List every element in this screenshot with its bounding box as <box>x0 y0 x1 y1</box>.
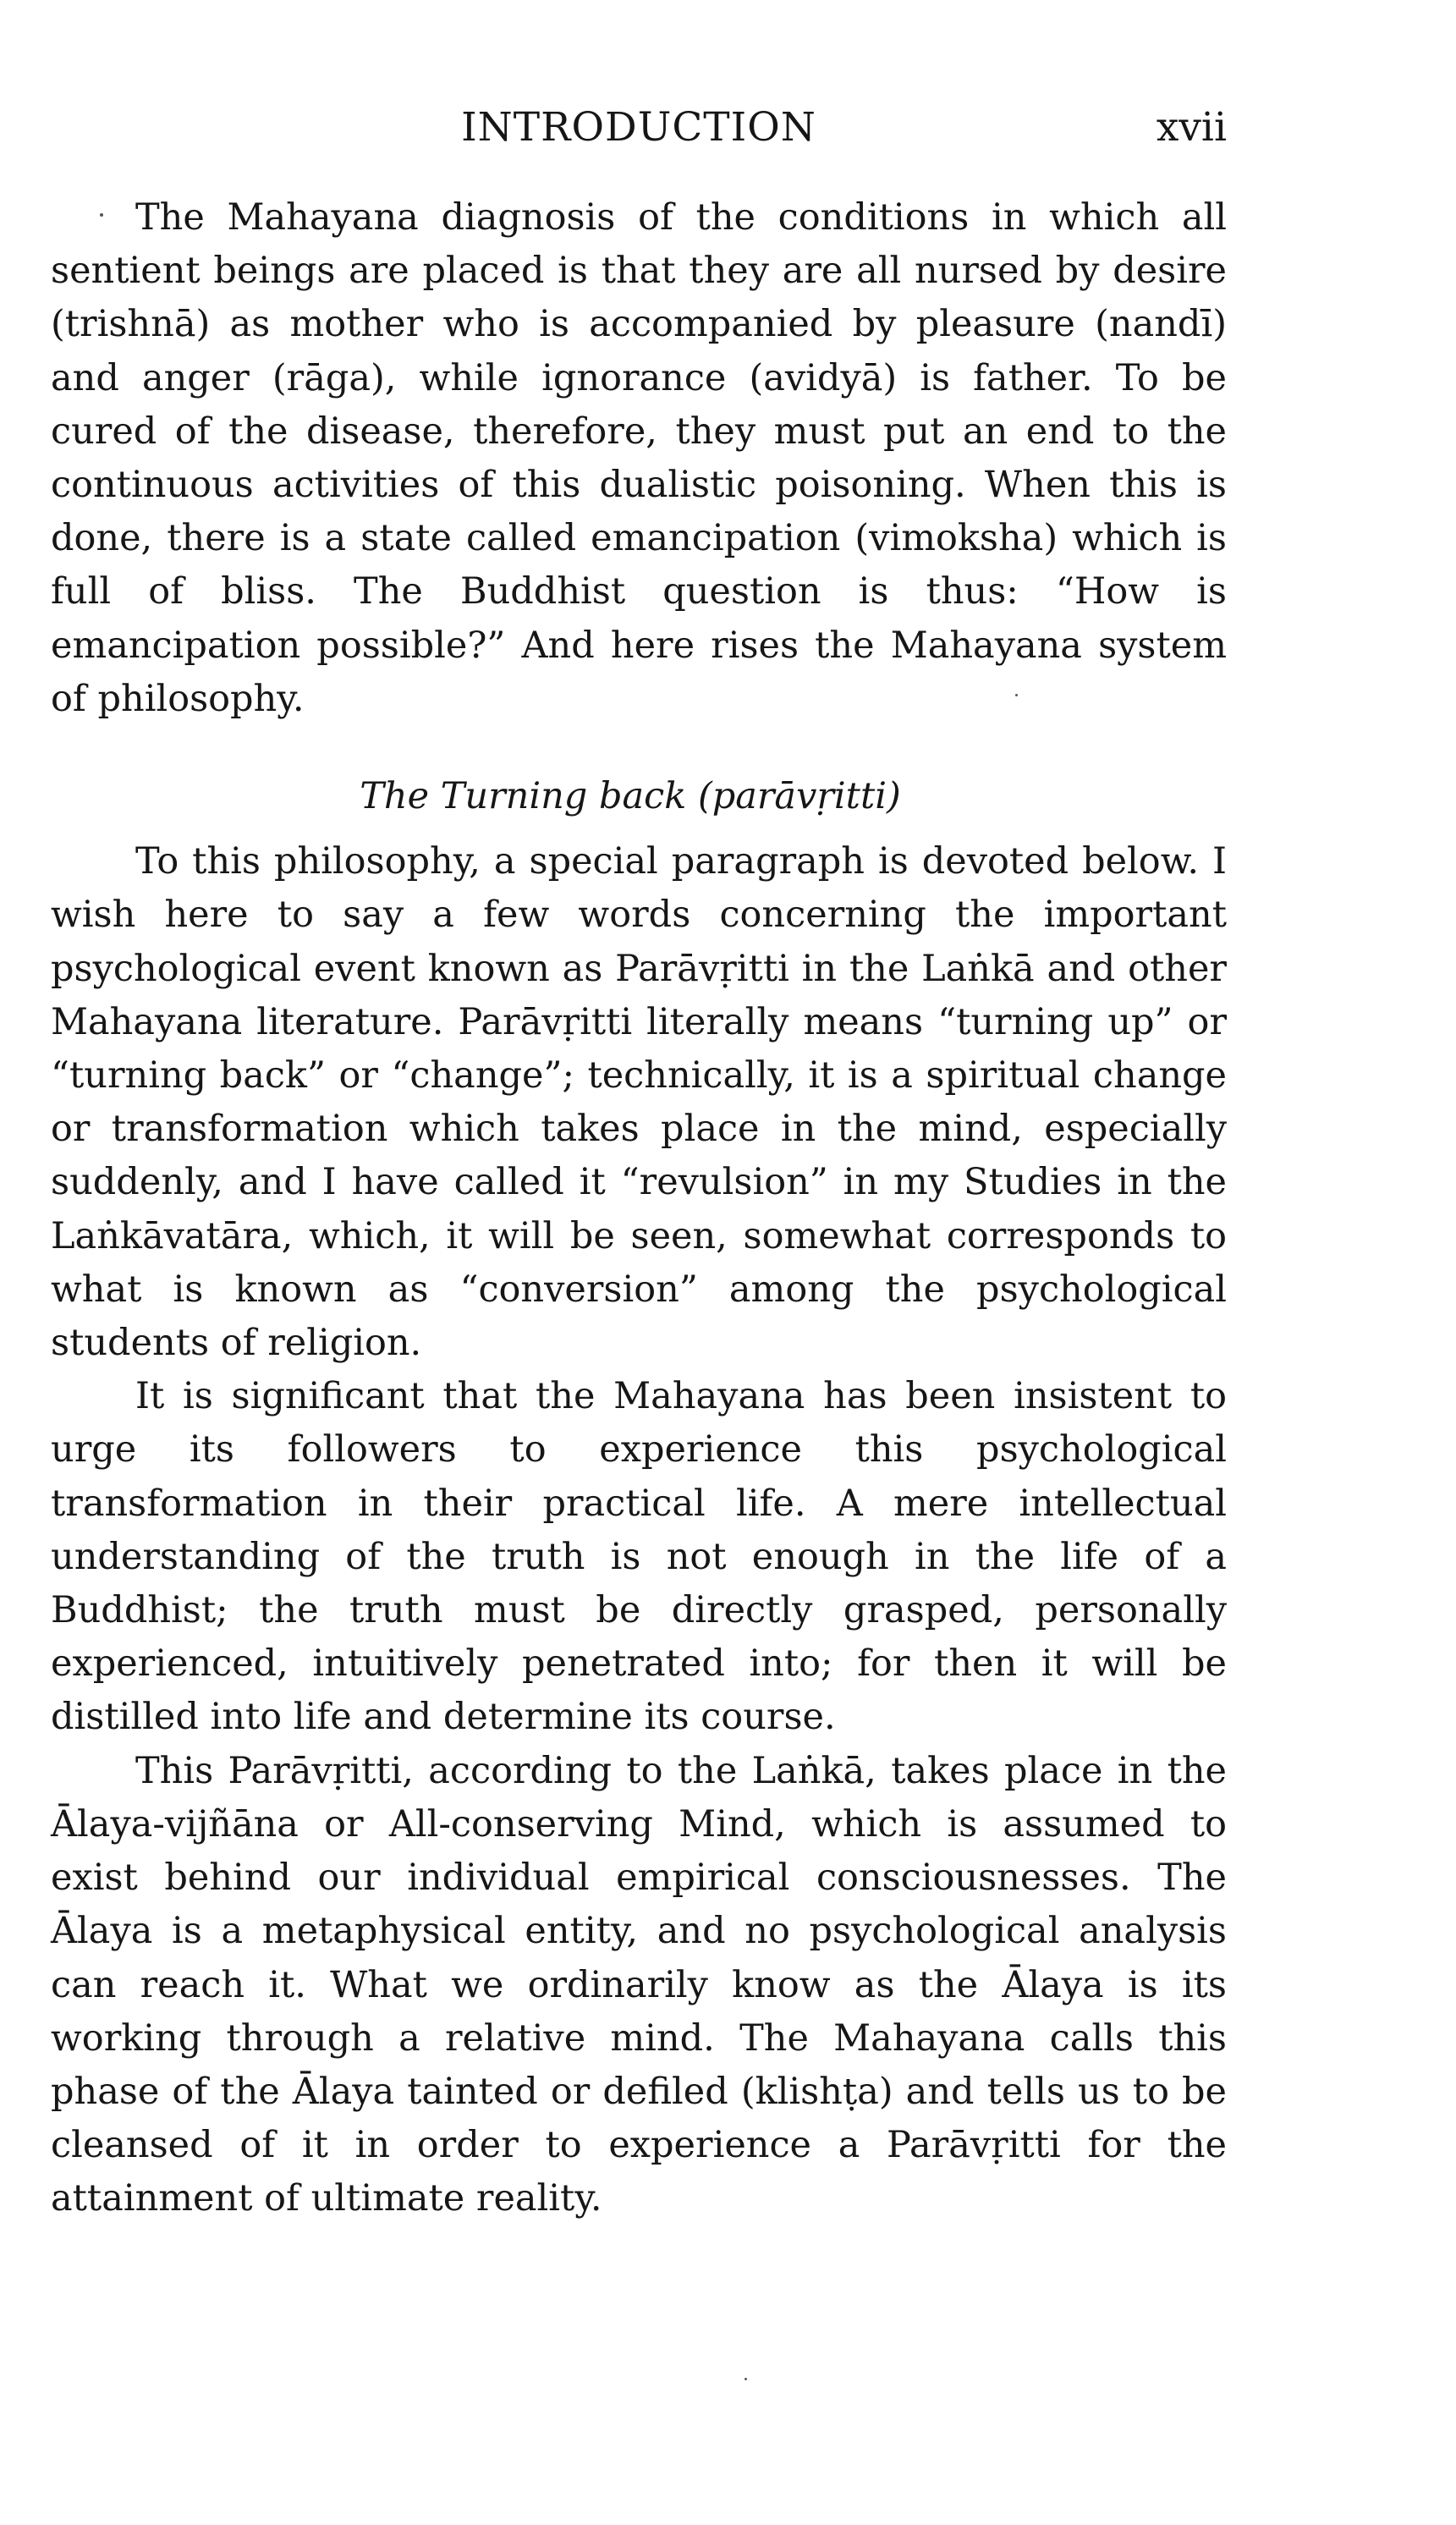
body-text <box>51 191 1227 2226</box>
section-heading: The Turning back (parāvṛitti) <box>360 775 901 818</box>
paragraph-paravritti: To this philosophy, a special paragraph is devoted below. I wish here to say a few words concerning the important psychological event known as Parāvṛitti in the Laṅkā and other Mahayana literature. Parāvṛitti literally means “turning up” or “turning back” or “change”; technically, it is a spiritual change or transformation which takes place in the mind, especially suddenly, and I have called it “revulsion” in my Studies in the Laṅkāvatāra, which, it will be seen, somewhat corresponds to what is known as “conversion” among the psychological students of religion. <box>51 840 1227 1365</box>
print-speck <box>100 213 103 217</box>
paragraph-alaya: This Parāvṛitti, according to the Laṅkā, takes place in the Ālaya-vijñāna or All-conserving Mind, which is assumed to exist behind our individual empirical consciousnesses. The Ālaya is a metaphysical entity, and no psychological analysis can reach it. What we ordinarily know as the Ālaya is its working through a relative mind. The Mahayana calls this phase of the Ālaya tainted or defiled (klishṭa) and tells us to be cleansed of it in order to experience a Parāvṛitti for the attainment of ultimate reality. <box>51 1749 1227 2220</box>
chapter-title: INTRODUCTION <box>461 104 816 151</box>
print-speck <box>1015 694 1018 696</box>
paragraph-transformation: It is significant that the Mahayana has been insistent to urge its followers to experience this psychological transformation in their practical life. A mere intellectual understanding of the truth is not enough in the life of a Buddhist; the truth must be directly grasped, personally experienced, intuitively penetrated into; for then it will be distilled into life and determine its course. <box>51 1375 1227 1739</box>
page-number: xvii <box>1156 104 1227 151</box>
paragraph-diagnosis: The Mahayana diagnosis of the conditions in which all sentient beings are placed is that they are all nursed by desire (trishnā) as mother who is accompanied by pleasure (nandī) and anger (rāga), while ignorance (avidyā) is father. To be cured of the disease, therefore, they must put an end to the continuous activities of this dualistic poisoning. When this is done, there is a state called emancipation (vimoksha) which is full of bliss. The Buddhist question is thus: “How is emancipation possible?” And here rises the Mahayana system of philosophy. <box>51 196 1227 720</box>
running-head <box>51 98 1227 157</box>
print-speck <box>744 2378 747 2380</box>
